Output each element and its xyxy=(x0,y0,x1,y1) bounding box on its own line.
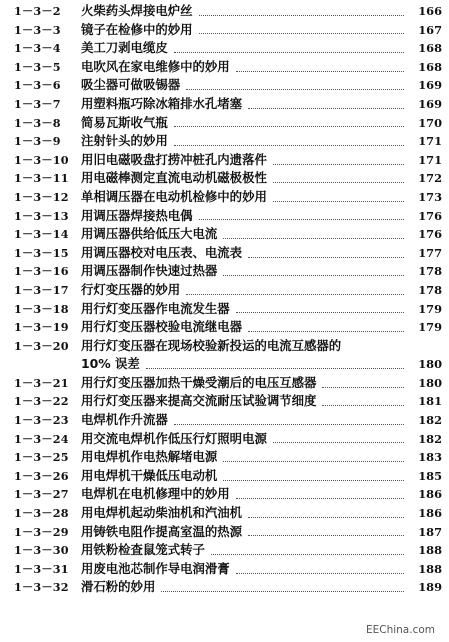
entry-title-text: 用调压器焊接热电偶 xyxy=(81,207,193,223)
entry-number: 1－3－9 xyxy=(14,134,61,149)
entry-page: 186 xyxy=(418,506,442,521)
toc-entry xyxy=(0,39,449,58)
entry-page: 180 xyxy=(418,375,442,390)
entry-page: 179 xyxy=(418,320,442,335)
dot-leader xyxy=(146,368,404,369)
dot-leader xyxy=(273,201,404,202)
entry-page: 176 xyxy=(418,227,442,242)
dot-leader xyxy=(223,275,404,276)
toc-entry xyxy=(0,560,449,579)
entry-title-text: 镜子在检修中的妙用 xyxy=(81,21,193,37)
entry-title-text: 用电焊机作电热解堵电源 xyxy=(81,449,218,465)
toc-entry xyxy=(0,262,449,281)
entry-title xyxy=(81,448,409,467)
entry-number: 1－3－11 xyxy=(14,171,69,186)
entry-title xyxy=(81,2,409,21)
entry-number: 1－3－5 xyxy=(14,59,61,74)
entry-title-text: 用调压器校对电压表、电流表 xyxy=(81,244,243,260)
dot-leader xyxy=(273,164,404,165)
entry-number: 1－3－16 xyxy=(14,264,69,279)
entry-page: 168 xyxy=(418,41,442,56)
entry-number: 1－3－13 xyxy=(14,208,69,223)
toc-entry xyxy=(0,95,449,114)
entry-page: 182 xyxy=(418,431,442,446)
entry-number: 1－3－3 xyxy=(14,22,61,37)
dot-leader xyxy=(199,15,404,16)
toc-entry xyxy=(0,430,449,449)
entry-page: 171 xyxy=(418,134,442,149)
entry-page: 185 xyxy=(418,468,442,483)
toc-entry xyxy=(0,467,449,486)
entry-number: 1－3－12 xyxy=(14,189,69,204)
entry-page: 176 xyxy=(418,208,442,223)
entry-title xyxy=(81,578,409,597)
entry-number: 1－3－25 xyxy=(14,450,69,465)
entry-title-text: 用行灯变压器校验电流继电器 xyxy=(81,319,243,335)
entry-title xyxy=(81,169,409,188)
toc-entry xyxy=(0,541,449,560)
entry-title xyxy=(81,188,409,207)
toc-entry xyxy=(0,523,449,542)
entry-title-text: 用行灯变压器作电流发生器 xyxy=(81,300,230,316)
entry-title xyxy=(81,207,409,226)
entry-title xyxy=(81,337,409,356)
entry-number: 1－3－26 xyxy=(14,468,69,483)
dot-leader xyxy=(174,126,404,127)
dot-leader xyxy=(248,517,404,518)
entry-title-text: 注射针头的妙用 xyxy=(81,133,168,149)
entry-number: 1－3－22 xyxy=(14,394,69,409)
entry-number: 1－3－17 xyxy=(14,282,69,297)
toc-entry xyxy=(0,169,449,188)
dot-leader xyxy=(223,461,404,462)
entry-page: 183 xyxy=(418,450,442,465)
entry-number: 1－3－6 xyxy=(14,78,61,93)
entry-number: 1－3－27 xyxy=(14,487,69,502)
dot-leader xyxy=(199,219,404,220)
entry-page: 181 xyxy=(418,394,442,409)
entry-title-text: 吸尘器可做吸锡器 xyxy=(81,77,181,93)
entry-title-text: 美工刀剥电缆皮 xyxy=(81,40,168,56)
entry-title-text: 火柴药头焊接电炉丝 xyxy=(81,3,193,18)
entry-title-text: 用旧电磁吸盘打捞冲桩孔内遗落件 xyxy=(81,151,267,167)
entry-number: 1－3－4 xyxy=(14,41,61,56)
dot-leader xyxy=(211,554,404,555)
entry-title xyxy=(81,504,409,523)
entry-title-text: 用塑料瓶巧除冰箱排水孔堵塞 xyxy=(81,95,243,111)
toc-entry xyxy=(0,225,449,244)
entry-title xyxy=(81,541,409,560)
dot-leader xyxy=(248,331,404,332)
entry-number: 1－3－32 xyxy=(14,580,69,595)
entry-title-text: 用行灯变压器加热干燥受潮后的电压互感器 xyxy=(81,374,317,390)
entry-title-text: 电吹风在家电维修中的妙用 xyxy=(81,58,230,74)
entry-title xyxy=(81,300,409,319)
toc-entry xyxy=(0,300,449,319)
dot-leader xyxy=(186,89,404,90)
entry-title xyxy=(81,430,409,449)
entry-page: 180 xyxy=(418,357,442,372)
entry-page: 182 xyxy=(418,413,442,428)
entry-page: 170 xyxy=(418,115,442,130)
entry-title xyxy=(81,392,409,411)
entry-page: 173 xyxy=(418,189,442,204)
entry-title xyxy=(81,318,409,337)
dot-leader xyxy=(236,312,404,313)
entry-title xyxy=(81,281,409,300)
toc-entry xyxy=(0,337,449,356)
dot-leader xyxy=(236,71,404,72)
entry-title xyxy=(81,225,409,244)
entry-title xyxy=(81,374,409,393)
toc-entry-continuation xyxy=(0,355,449,374)
entry-title-text: 用废电池芯制作导电润滑膏 xyxy=(81,560,230,576)
entry-title-text: 用行灯变压器在现场校验新投运的电流互感器的 xyxy=(81,337,342,353)
entry-title xyxy=(81,114,409,133)
entry-page: 177 xyxy=(418,245,442,260)
dot-leader xyxy=(273,182,404,183)
toc-entry xyxy=(0,374,449,393)
entry-title xyxy=(81,95,409,114)
entry-number: 1－3－14 xyxy=(14,227,69,242)
entry-title xyxy=(81,523,409,542)
toc-entry xyxy=(0,132,449,151)
dot-leader xyxy=(273,442,404,443)
entry-title-text: 用调压器制作快速过热器 xyxy=(81,263,218,279)
entry-title xyxy=(81,244,409,263)
entry-page: 169 xyxy=(418,78,442,93)
dot-leader xyxy=(248,108,404,109)
toc-entry xyxy=(0,318,449,337)
dot-leader xyxy=(223,238,404,239)
dot-leader xyxy=(174,52,404,53)
toc-entry xyxy=(0,58,449,77)
entry-number: 1－3－10 xyxy=(14,152,69,167)
entry-title-text: 10% 误差 xyxy=(81,356,140,372)
entry-number: 1－3－30 xyxy=(14,543,69,558)
dot-leader xyxy=(174,145,404,146)
entry-title xyxy=(81,21,409,40)
toc-entry xyxy=(0,504,449,523)
entry-title-text: 用铁粉检查鼠笼式转子 xyxy=(81,542,205,558)
toc-entry xyxy=(0,281,449,300)
entry-title-text: 用调压器供给低压大电流 xyxy=(81,226,218,242)
entry-title-text: 行灯变压器的妙用 xyxy=(81,281,181,297)
entry-title-text: 用行灯变压器来提高交流耐压试验调节细度 xyxy=(81,393,317,409)
entry-page: 187 xyxy=(418,524,442,539)
entry-number: 1－3－15 xyxy=(14,245,69,260)
toc-entry xyxy=(0,2,449,21)
entry-page: 178 xyxy=(418,264,442,279)
entry-number: 1－3－8 xyxy=(14,115,61,130)
entry-number: 1－3－24 xyxy=(14,431,69,446)
entry-page: 188 xyxy=(418,561,442,576)
toc-entry xyxy=(0,76,449,95)
entry-page: 179 xyxy=(418,301,442,316)
entry-title xyxy=(81,485,409,504)
entry-title xyxy=(81,151,409,170)
entry-title xyxy=(81,58,409,77)
toc-entry xyxy=(0,114,449,133)
entry-number: 1－3－19 xyxy=(14,320,69,335)
dot-leader xyxy=(174,424,404,425)
dot-leader xyxy=(248,257,404,258)
toc-entry xyxy=(0,411,449,430)
entry-title xyxy=(81,262,409,281)
entry-title-continuation xyxy=(81,355,409,374)
site-watermark: EEChina.com xyxy=(365,624,435,636)
toc-entry xyxy=(0,21,449,40)
toc-entry xyxy=(0,448,449,467)
entry-title xyxy=(81,132,409,151)
table-of-contents xyxy=(0,2,449,597)
entry-number: 1－3－18 xyxy=(14,301,69,316)
entry-page: 167 xyxy=(418,22,442,37)
dot-leader xyxy=(161,591,404,592)
dot-leader xyxy=(186,294,404,295)
entry-title-text: 用电焊机起动柴油机和汽油机 xyxy=(81,505,243,521)
entry-title-text: 滑石粉的妙用 xyxy=(81,579,156,595)
entry-page: 178 xyxy=(418,282,442,297)
dot-leader xyxy=(199,33,404,34)
entry-number: 1－3－28 xyxy=(14,506,69,521)
entry-page: 168 xyxy=(418,59,442,74)
entry-title-text: 用铸铁电阻作提高室温的热源 xyxy=(81,523,243,539)
entry-page: 169 xyxy=(418,96,442,111)
toc-entry xyxy=(0,207,449,226)
entry-page: 166 xyxy=(418,4,442,18)
entry-number: 1－3－20 xyxy=(14,338,69,353)
entry-number: 1－3－31 xyxy=(14,561,69,576)
entry-title-text: 用电焊机干燥低压电动机 xyxy=(81,467,218,483)
entry-number: 1－3－2 xyxy=(14,4,61,18)
toc-entry xyxy=(0,151,449,170)
toc-entry xyxy=(0,244,449,263)
entry-number: 1－3－23 xyxy=(14,413,69,428)
toc-entry xyxy=(0,485,449,504)
entry-title xyxy=(81,411,409,430)
entry-title-text: 用电磁棒测定直流电动机磁极极性 xyxy=(81,170,267,186)
entry-number: 1－3－7 xyxy=(14,96,61,111)
entry-title xyxy=(81,467,409,486)
dot-leader xyxy=(223,480,404,481)
dot-leader xyxy=(322,405,404,406)
entry-title-text: 电焊机作升流器 xyxy=(81,412,168,428)
entry-page: 188 xyxy=(418,543,442,558)
dot-leader xyxy=(322,387,404,388)
entry-title-text: 用交流电焊机作低压行灯照明电源 xyxy=(81,430,267,446)
entry-page: 186 xyxy=(418,487,442,502)
dot-leader xyxy=(236,573,404,574)
entry-page: 171 xyxy=(418,152,442,167)
entry-page: 189 xyxy=(418,580,442,595)
dot-leader xyxy=(236,498,404,499)
entry-number: 1－3－29 xyxy=(14,524,69,539)
dot-leader xyxy=(248,535,404,536)
toc-entry xyxy=(0,392,449,411)
toc-entry xyxy=(0,578,449,597)
entry-title-text: 单相调压器在电动机检修中的妙用 xyxy=(81,188,267,204)
entry-title xyxy=(81,560,409,579)
entry-title-text: 简易瓦斯收气瓶 xyxy=(81,114,168,130)
entry-page: 172 xyxy=(418,171,442,186)
entry-title xyxy=(81,76,409,95)
entry-title-text: 电焊机在电机修理中的妙用 xyxy=(81,486,230,502)
entry-number: 1－3－21 xyxy=(14,375,69,390)
entry-title xyxy=(81,39,409,58)
toc-entry xyxy=(0,188,449,207)
